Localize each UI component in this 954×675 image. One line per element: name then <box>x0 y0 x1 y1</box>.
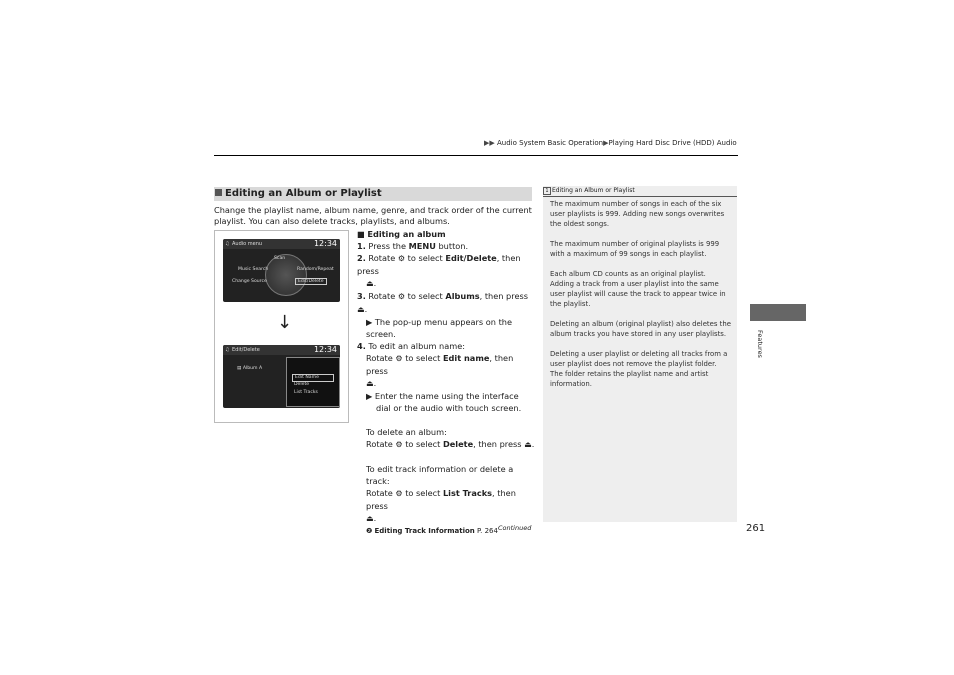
step-text: Rotate <box>366 353 396 363</box>
track-intro: To edit track information or delete a track: <box>366 464 514 486</box>
sidebar-paragraph: Deleting an album (original playlist) also deletes the album tracks you have stored in any user playlists. <box>550 320 731 338</box>
menu-item-edit-delete[interactable]: Edit/Delete <box>295 278 327 285</box>
step-key: MENU <box>408 241 436 251</box>
step-4 <box>357 340 535 352</box>
delete-instr <box>357 438 535 451</box>
reference-icon: ❷ <box>366 527 375 535</box>
section-heading <box>214 187 532 201</box>
step-3 <box>357 290 535 316</box>
sidebar-paragraph: The maximum number of songs in each of the six user playlists is 999. Adding new songs overwrites the oldest songs. <box>550 200 725 228</box>
step-4-instr <box>357 352 535 390</box>
breadcrumb-part-2[interactable]: Playing Hard Disc Drive (HDD) Audio <box>608 139 737 147</box>
step-key: Edit name <box>442 353 490 363</box>
step-number: 1. <box>357 241 366 251</box>
page-number: 261 <box>746 523 766 534</box>
continued-label: Continued <box>498 524 532 532</box>
sidebar-notes <box>543 186 737 522</box>
step-text: Rotate <box>366 439 396 449</box>
screenshot-frame <box>214 230 349 423</box>
press-dial-icon: ⏏ <box>366 379 374 388</box>
step-text: , then press <box>366 353 514 376</box>
step-2 <box>357 252 535 290</box>
step-key: List Tracks <box>442 488 493 498</box>
album-list-item[interactable] <box>237 366 262 371</box>
step-3-sub <box>357 316 535 340</box>
step-text: . <box>373 513 377 523</box>
step-text: . <box>373 278 377 288</box>
audio-menu-screen <box>223 239 340 302</box>
folder-icon: ▤ <box>237 366 243 371</box>
sidebar-paragraph: The maximum number of original playlists is 999 with a maximum of 99 songs in each playlist. <box>550 240 720 258</box>
step-text: , then press <box>473 439 525 449</box>
popup-item-edit-name[interactable]: Edit Name <box>292 374 334 382</box>
screen-title: Audio menu <box>232 241 263 247</box>
step-text: To edit an album name: <box>368 341 466 351</box>
steps-heading-text: Editing an album <box>367 229 446 239</box>
step-text: , then press <box>479 291 529 301</box>
section-title: Editing an Album or Playlist <box>225 188 382 199</box>
menu-item-random-repeat[interactable]: Random/Repeat <box>297 267 334 272</box>
track-instr <box>357 487 535 525</box>
step-text: . <box>373 378 377 388</box>
breadcrumb-part-1[interactable]: Audio System Basic Operation <box>497 139 604 147</box>
step-key: Edit/Delete <box>445 253 497 263</box>
step-text: Rotate <box>366 488 396 498</box>
album-name: Album A <box>242 366 263 371</box>
step-text: Rotate <box>368 291 398 301</box>
arrow-icon: ▶ <box>603 139 609 147</box>
reference-icon: 1 <box>543 187 551 195</box>
step-text: Rotate <box>368 253 398 263</box>
step-text: , then press <box>366 488 516 511</box>
screen-clock: 12:34 <box>313 345 337 354</box>
popup-menu <box>286 357 340 407</box>
menu-item-change-source[interactable]: Change Source <box>232 279 267 284</box>
step-text: . <box>364 304 368 314</box>
steps-block <box>357 228 535 537</box>
square-bullet-icon <box>215 189 222 196</box>
rotate-dial-icon: ⚙ <box>397 292 406 301</box>
step-number: 2. <box>357 253 366 263</box>
screen-title-bar <box>223 345 340 355</box>
rotate-dial-icon: ⚙ <box>395 354 403 363</box>
delete-intro: To delete an album: <box>366 427 447 437</box>
sidebar-heading-text: Editing an Album or Playlist <box>552 187 635 194</box>
reference-label: Editing Track Information <box>374 527 475 535</box>
section-intro: Change the playlist name, album name, genre, and track order of the current playlist. You can also delete tracks, playlists, and albums. <box>214 205 532 226</box>
chapter-tab-label: Features <box>756 330 764 358</box>
sidebar-paragraph: The folder retains the playlist name and artist information. <box>550 370 709 388</box>
music-note-icon: ♫ <box>225 241 230 247</box>
sidebar-text <box>550 199 732 399</box>
step-subtext: Enter the name using the interface dial or the audio with touch screen. <box>374 391 522 413</box>
screen-title-bar <box>223 239 340 249</box>
step-number: 3. <box>357 291 366 301</box>
step-text: . <box>531 439 535 449</box>
step-number: 4. <box>357 341 366 351</box>
popup-item-delete[interactable]: Delete <box>294 382 310 387</box>
menu-item-scan[interactable]: Scan <box>274 256 286 261</box>
screen-clock: 12:34 <box>313 239 337 248</box>
edit-delete-screen <box>223 345 340 408</box>
screen-title: Edit/Delete <box>232 347 260 353</box>
rotate-dial-icon: ⚙ <box>397 254 406 263</box>
steps-heading <box>357 228 535 240</box>
header-rule <box>214 155 738 156</box>
press-dial-icon: ⏏ <box>524 440 532 449</box>
step-key: Albums <box>445 291 480 301</box>
step-4-sub <box>357 390 535 414</box>
step-text: button. <box>435 241 469 251</box>
result-arrow-icon: ▶ <box>366 317 375 327</box>
rotate-dial-icon: ⚙ <box>395 440 403 449</box>
menu-dial <box>265 254 307 296</box>
step-text: to select <box>402 439 443 449</box>
double-arrow-icon: ▶▶ <box>484 139 495 147</box>
square-bullet-icon: ■ <box>357 229 365 239</box>
popup-item-list-tracks[interactable]: List Tracks <box>294 390 318 395</box>
press-dial-icon: ⏏ <box>357 305 365 314</box>
sidebar-paragraph: Each album CD counts as an original playlist. Adding a track from a user playlist into the same user playlist will cause the track to appear twice in the playlist. <box>550 270 726 308</box>
step-text: to select <box>402 488 443 498</box>
down-arrow-icon: ↓ <box>277 312 293 333</box>
step-text: to select <box>405 253 446 263</box>
breadcrumb <box>484 139 737 147</box>
step-key: Delete <box>442 439 474 449</box>
step-subtext: The pop-up menu appears on the screen. <box>366 317 513 339</box>
reference-page: P. 264 <box>474 527 498 535</box>
sidebar-heading <box>543 186 737 197</box>
step-1 <box>357 240 535 252</box>
sidebar-paragraph: Deleting a user playlist or deleting all tracks from a user playlist does not remove the playlist folder. <box>550 350 728 368</box>
press-dial-icon: ⏏ <box>366 514 374 523</box>
result-arrow-icon: ▶ <box>366 391 375 401</box>
step-text: to select <box>402 353 443 363</box>
step-text: to select <box>405 291 446 301</box>
rotate-dial-icon: ⚙ <box>395 489 403 498</box>
step-text: Press the <box>368 241 409 251</box>
chapter-tab[interactable] <box>750 304 806 321</box>
step-text: , then press <box>357 253 521 276</box>
menu-item-music-search[interactable]: Music Search <box>238 267 269 272</box>
music-note-icon: ♫ <box>225 347 230 353</box>
press-dial-icon: ⏏ <box>366 279 374 288</box>
